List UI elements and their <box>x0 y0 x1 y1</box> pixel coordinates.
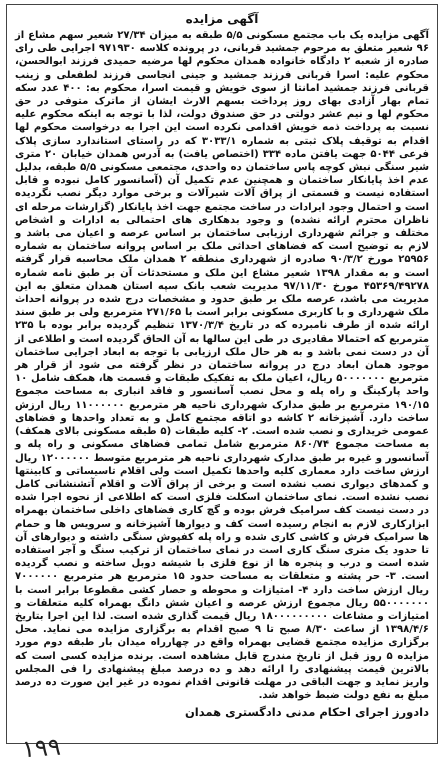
notice-signature: دادورز اجرای احکام مدنی دادگستری همدان <box>184 705 429 720</box>
notice-title: آگهی مزایده <box>185 12 259 26</box>
auction-notice <box>6 4 438 744</box>
handwritten-number: ۱۹۹ <box>21 732 62 763</box>
notice-body: آگهی مزایده یک باب مجتمع مسکونی ۵/۵ طبقه به میزان ۲۷/۳۴ شعیر سهم مشاع از ۹۶ شعیر متعلق به مرحوم جمشید قربانی، در پرونده کلاسه ۹۷۱۹۳۰ اجرایی طی رای صادره از شعبه ۲ دادگاه خانواده همدان محکوم لها مرضیه حمیدی فرزند ابوالحسن، محکوم علیه: اسرا قربانی فرزند جمشید و جینی انجاسی فرزند لطفعلی و زینب قربانی فرزند جمشید امانتا از سوی خویش و قیمت اسرا، محکوم به: ۴۰۰ عدد سکه تمام بهار آزادی بهای روز پرداخت بسهم الارث ایشان از ماترک متوفی در حق محکوم لها و نیم عشر دولتی در حق صندوق دولت، لذا با توجه به اینکه محکوم علیه نسبت به پرداخت ذمه خویش اقدامی نکرده است این اجرا به درخواست محکوم لها اقدام به توقیف پلاک ثبتی به شماره ۳۰۳۳/۱ که در راستای استاندارد سازی پلاک فرعی ۵۰۴۴ جهت یافتن ماده ۳۳۴ (اختصاص یافت) به آدرس همدان خیابان ۲۰ متری شیر سنگی نبش کوچه پاس ساختمان ده واحدی، مجتمعی مسکونی ۵/۵ طبقه، بدلیل عدم اخذ پایانکار ساختمان و همچنین عدم تکمیل آن (آسانسور کامل نبوده و قابل استفاده نیست و قسمتی از پراق آلات شیرآلات و برخی موارد دیگر نصب نگردیده است و احتمال وجود ایرادات در ساخت مجتمع جهت اخذ پایانکار (گزارشات مرحله ای ناظران محترم ارائه نشده) و وجود بدهکاری های احتمالی به ادارات و اشخاص مختلف و جرائم شهرداری ارزیابی ساختمان بر اساس عرصه و اعیان می باشد و لازم به توضیح است که فضاهای احداثی ملک بر اساس پروانه ساختمان به شماره ۲۵۹۵۶ مورخ ۹۰/۳/۲ صادره از شهرداری منطقه ۲ همدان ملک محاسبه قرار گرفته است و به مقدار ۱۳۹۸ شعیر مشاع این ملک و مستحدثات آن بر طبق نامه شماره ۴۵۳۶۹/۴۹۲۷۸ مورخ ۹۷/۱۱/۳۰ مدیریت شعب بانک سپه استان همدان متعلق به این مدیریت می باشد، عرصه ملک بر طبق حدود و مشخصات درج شده در پروانه احداث ملک شهرداری و با کاربری مسکونی برابر است با ۲۷۱/۶۵ مترمربع ولی بر طبق سند ارائه شده از طرف نامبرده که در تاریخ ۱۳۷۰/۳/۴ تنظیم گردیده برابر بوده با ۲۳۵ مترمربع که احتمالا مقادیری در طی این سالها به آن الحاق گردیده است و اطلاعی از آن در دست نمی باشد و به هر حال ملک ارزیابی با توجه به ابعاد اجرایی ساختمان موجود همان ابعاد درج در پروانه ساختمان در نظر گرفته می شود از قرار هر مترمربع ۵۰۰۰۰۰۰۰ ریال، اعیان ملک به تفکیک طبقات و قسمت ها، همکف شامل ۱۰ واحد پارکینگ و راه پله و محل نصب آسانسور و فاقد انباری به مساحت مجموع ۱۹۰/۱۵ مترمربع بر طبق مدارک شهرداری ناحیه هر مترمربع ۱۱۰۰۰۰۰۰ ریال ارزش ساخت دارد. آشپزخانه ۲ کاشه دو اتاقه مجتمع کامل و به تعداد واحدها و فضاهای عمومی خریداری و نصب شده است. ۲- کلیه طبقات (۵ طبقه مسکونی بالای همکف) به مساحت مجموع ۸۶۰/۷۴ مترمربع شامل تمامی فضاهای مسکونی و راه پله و آسانسور و غیره بر طبق مدارک شهرداری ناحیه هر مترمربع متوسط ۱۲۰۰۰۰۰۰ ریال ارزش ساخت دارد معماری کلیه واحدها تکمیل است ولی اقلام تاسیساتی و کابینتها و کمدهای دیواری نصب نشده است و برخی از پراق آلات و اقلام آتشنشانی کامل نصب نشده است. نمای ساختمان اسکلت فلزی است که اطلاعی از نحوه اجرا شده در دست نیست کف سرامیک فرش بوده و گچ کاری فضاهای داخلی ساختمان بهمراه ابزارکاری لازم به انجام رسیده است کف و دیوارها آشپزخانه و سرویس ها و حمام ها سرامیک فرش و کاشی کاری شده و راه پله کفپوش سنگی داشته و دیوارهای آن تا حدود یک متری سنگ کاری است در نمای ساختمان از ترکیب سنگ و آجر استفاده شده است و درب و پنجره ها از نوع فلزی با شیشه دوبل ساخته و نصب گردیده است. ۳- حر پشته و متعلقات به مساحت حدود ۱۵ مترمربع هر مترمربع ۷۰۰۰۰۰۰ ریال ارزش ساخت دارد ۴- امتیازات و محوطه و حصار کشی مقطوعا برابر است با ۵۵۰۰۰۰۰۰۰ ریال مجموع ارزش عرصه و اعیان شش دانگ بهمراه کلیه متعلقات و امتیازات و مشاعات ۱۸۰۰۰۰۰۰۰۰۰ ریال قیمت گذاری شده است. لذا این اجرا بتاریخ ۱۳۹۸/۴/۶ از ساعت ۸/۳۰ صبح تا ۹ صبح اقدام به برگزاری مزایده می نماید. محل برگزاری مزایده مجتمع قضایی بهمراه واقع در چهارراه میدان بار طبقه دوم مورد مزایده ۵ روز قبل از تاریخ مندرج قابل مشاهده است. برنده مزایده کسی است که بالاترین قیمت پیشنهادی را ارائه دهد و ده درصد مبلغ پیشنهادی را فی المجلس واریز نماید و جهت الباقی در مهلت قانونی اقدام نموده در غیر این صورت ده درصد مبلغ به نفع دولت ضبط خواهد شد. <box>15 30 430 702</box>
